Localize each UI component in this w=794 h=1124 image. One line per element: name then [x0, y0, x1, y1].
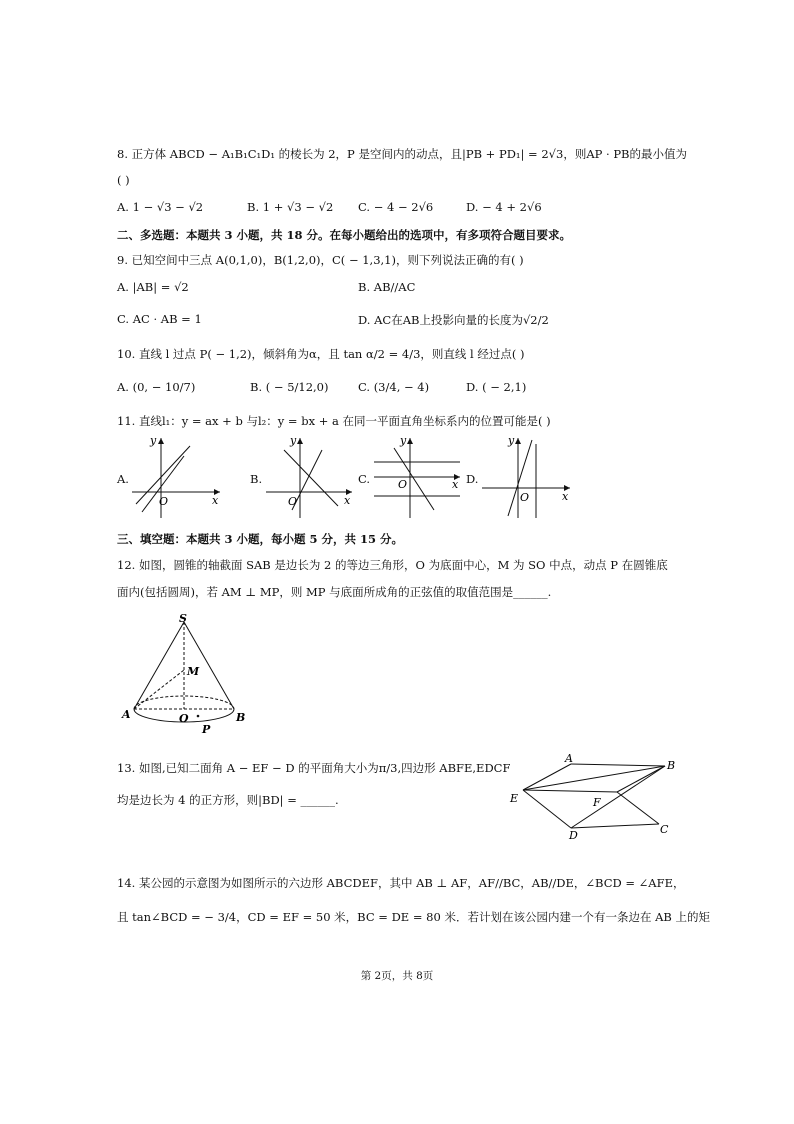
q10-option-c: C. (3/4, − 4) — [358, 380, 430, 394]
q11-d-y-label: y — [508, 434, 515, 447]
q11-stem: 11. 直线l₁：y = ax + b 与l₂：y = bx + a 在同一平面直角坐标系内的位置可能是( ) — [117, 414, 551, 428]
q11-a-origin: O — [159, 495, 169, 508]
q14-line-2: 且 tan∠BCD = − 3/4，CD = EF = 50 米，BC = DE = 80 米．若计划在该公园内建一个有一条边在 AB 上的矩 — [117, 910, 711, 924]
q12-cone-figure — [118, 612, 263, 737]
q12-label-s: S — [179, 612, 187, 625]
q13-label-c: C — [660, 823, 669, 836]
q13-label-a: A — [565, 752, 573, 765]
q11-c-y-label: y — [400, 434, 407, 447]
q13-label-d: D — [569, 829, 578, 842]
q13-line-1: 13. 如图,已知二面角 A − EF − D 的平面角大小为π/3,四边形 ABFE,EDCF — [117, 761, 511, 775]
q12-label-p: P — [202, 723, 211, 736]
q11-a-x-label: x — [212, 494, 219, 507]
q11-a-y-label: y — [150, 434, 157, 447]
q11-c-x-label: x — [452, 478, 459, 491]
q9-option-a: A. |AB| = √2 — [117, 280, 189, 294]
q10-stem: 10. 直线 l 过点 P( − 1,2)，倾斜角为α，且 tan α/2 = 4/3，则直线 l 经过点( ) — [117, 347, 525, 361]
q12-line-2: 面内(包括圆周)，若 AM ⊥ MP，则 MP 与底面所成角的正弦值的取值范围是______. — [117, 585, 552, 599]
q14-line-1: 14. 某公园的示意图为如图所示的六边形 ABCDEF，其中 AB ⊥ AF，AF//BC，AB//DE，∠BCD = ∠AFE， — [117, 876, 685, 890]
q12-label-b: B — [236, 711, 246, 724]
section-2-heading: 二、多选题：本题共 3 小题，共 18 分。在每小题给出的选项中，有多项符合题目要求。 — [117, 228, 572, 242]
q13-dihedral-figure — [505, 752, 685, 842]
q12-label-o: O — [179, 712, 189, 725]
q11-b-x-label: x — [344, 494, 351, 507]
q8-option-d: D. − 4 + 2√6 — [466, 200, 542, 214]
q11-b-y-label: y — [290, 434, 297, 447]
q11-option-c-label: C. — [358, 472, 371, 486]
section-3-heading: 三、填空题：本题共 3 小题，每小题 5 分，共 15 分。 — [117, 532, 404, 546]
q8-option-a: A. 1 − √3 − √2 — [117, 200, 204, 214]
q11-option-a-label: A. — [117, 472, 129, 486]
q13-line-2: 均是边长为 4 的正方形，则|BD| = ______. — [117, 793, 339, 807]
q11-graph-b — [262, 432, 362, 522]
q12-label-m: M — [187, 665, 200, 678]
q11-b-origin: O — [288, 495, 298, 508]
q8-option-b: B. 1 + √3 − √2 — [247, 200, 334, 214]
q13-label-f: F — [593, 796, 601, 809]
q13-label-e: E — [510, 792, 519, 805]
q13-label-b: B — [667, 759, 676, 772]
q9-option-b: B. AB//AC — [358, 280, 416, 294]
q11-graph-a — [128, 432, 228, 522]
q11-option-d-label: D. — [466, 472, 479, 486]
q11-c-origin: O — [398, 478, 408, 491]
q11-d-origin: O — [520, 491, 530, 504]
q9-stem: 9. 已知空间中三点 A(0,1,0)，B(1,2,0)，C( − 1,3,1)，则下列说法正确的有( ) — [117, 253, 524, 267]
q8-option-c: C. − 4 − 2√6 — [358, 200, 434, 214]
q11-graph-c — [370, 432, 470, 522]
q10-option-d: D. ( − 2,1) — [466, 380, 527, 394]
q11-graph-d — [478, 432, 578, 522]
q8-paren: ( ) — [117, 173, 130, 187]
q8-stem: 8. 正方体 ABCD − A₁B₁C₁D₁ 的棱长为 2，P 是空间内的动点，且|PB + PD₁| = 2√3，则AP · PB的最小值为 — [117, 147, 688, 161]
q10-option-b: B. ( − 5/12,0) — [250, 380, 329, 394]
q10-option-a: A. (0, − 10/7) — [117, 380, 196, 394]
q11-option-b-label: B. — [250, 472, 263, 486]
q9-option-d: D. AC在AB上投影向量的长度为√2/2 — [358, 313, 549, 327]
q9-option-c: C. AC · AB = 1 — [117, 312, 202, 326]
q12-line-1: 12. 如图，圆锥的轴截面 SAB 是边长为 2 的等边三角形，O 为底面中心，M 为 SO 中点，动点 P 在圆锥底 — [117, 558, 668, 572]
q11-d-x-label: x — [562, 490, 569, 503]
page-footer: 第 2页，共 8页 — [360, 970, 434, 982]
q12-label-a: A — [122, 708, 131, 721]
